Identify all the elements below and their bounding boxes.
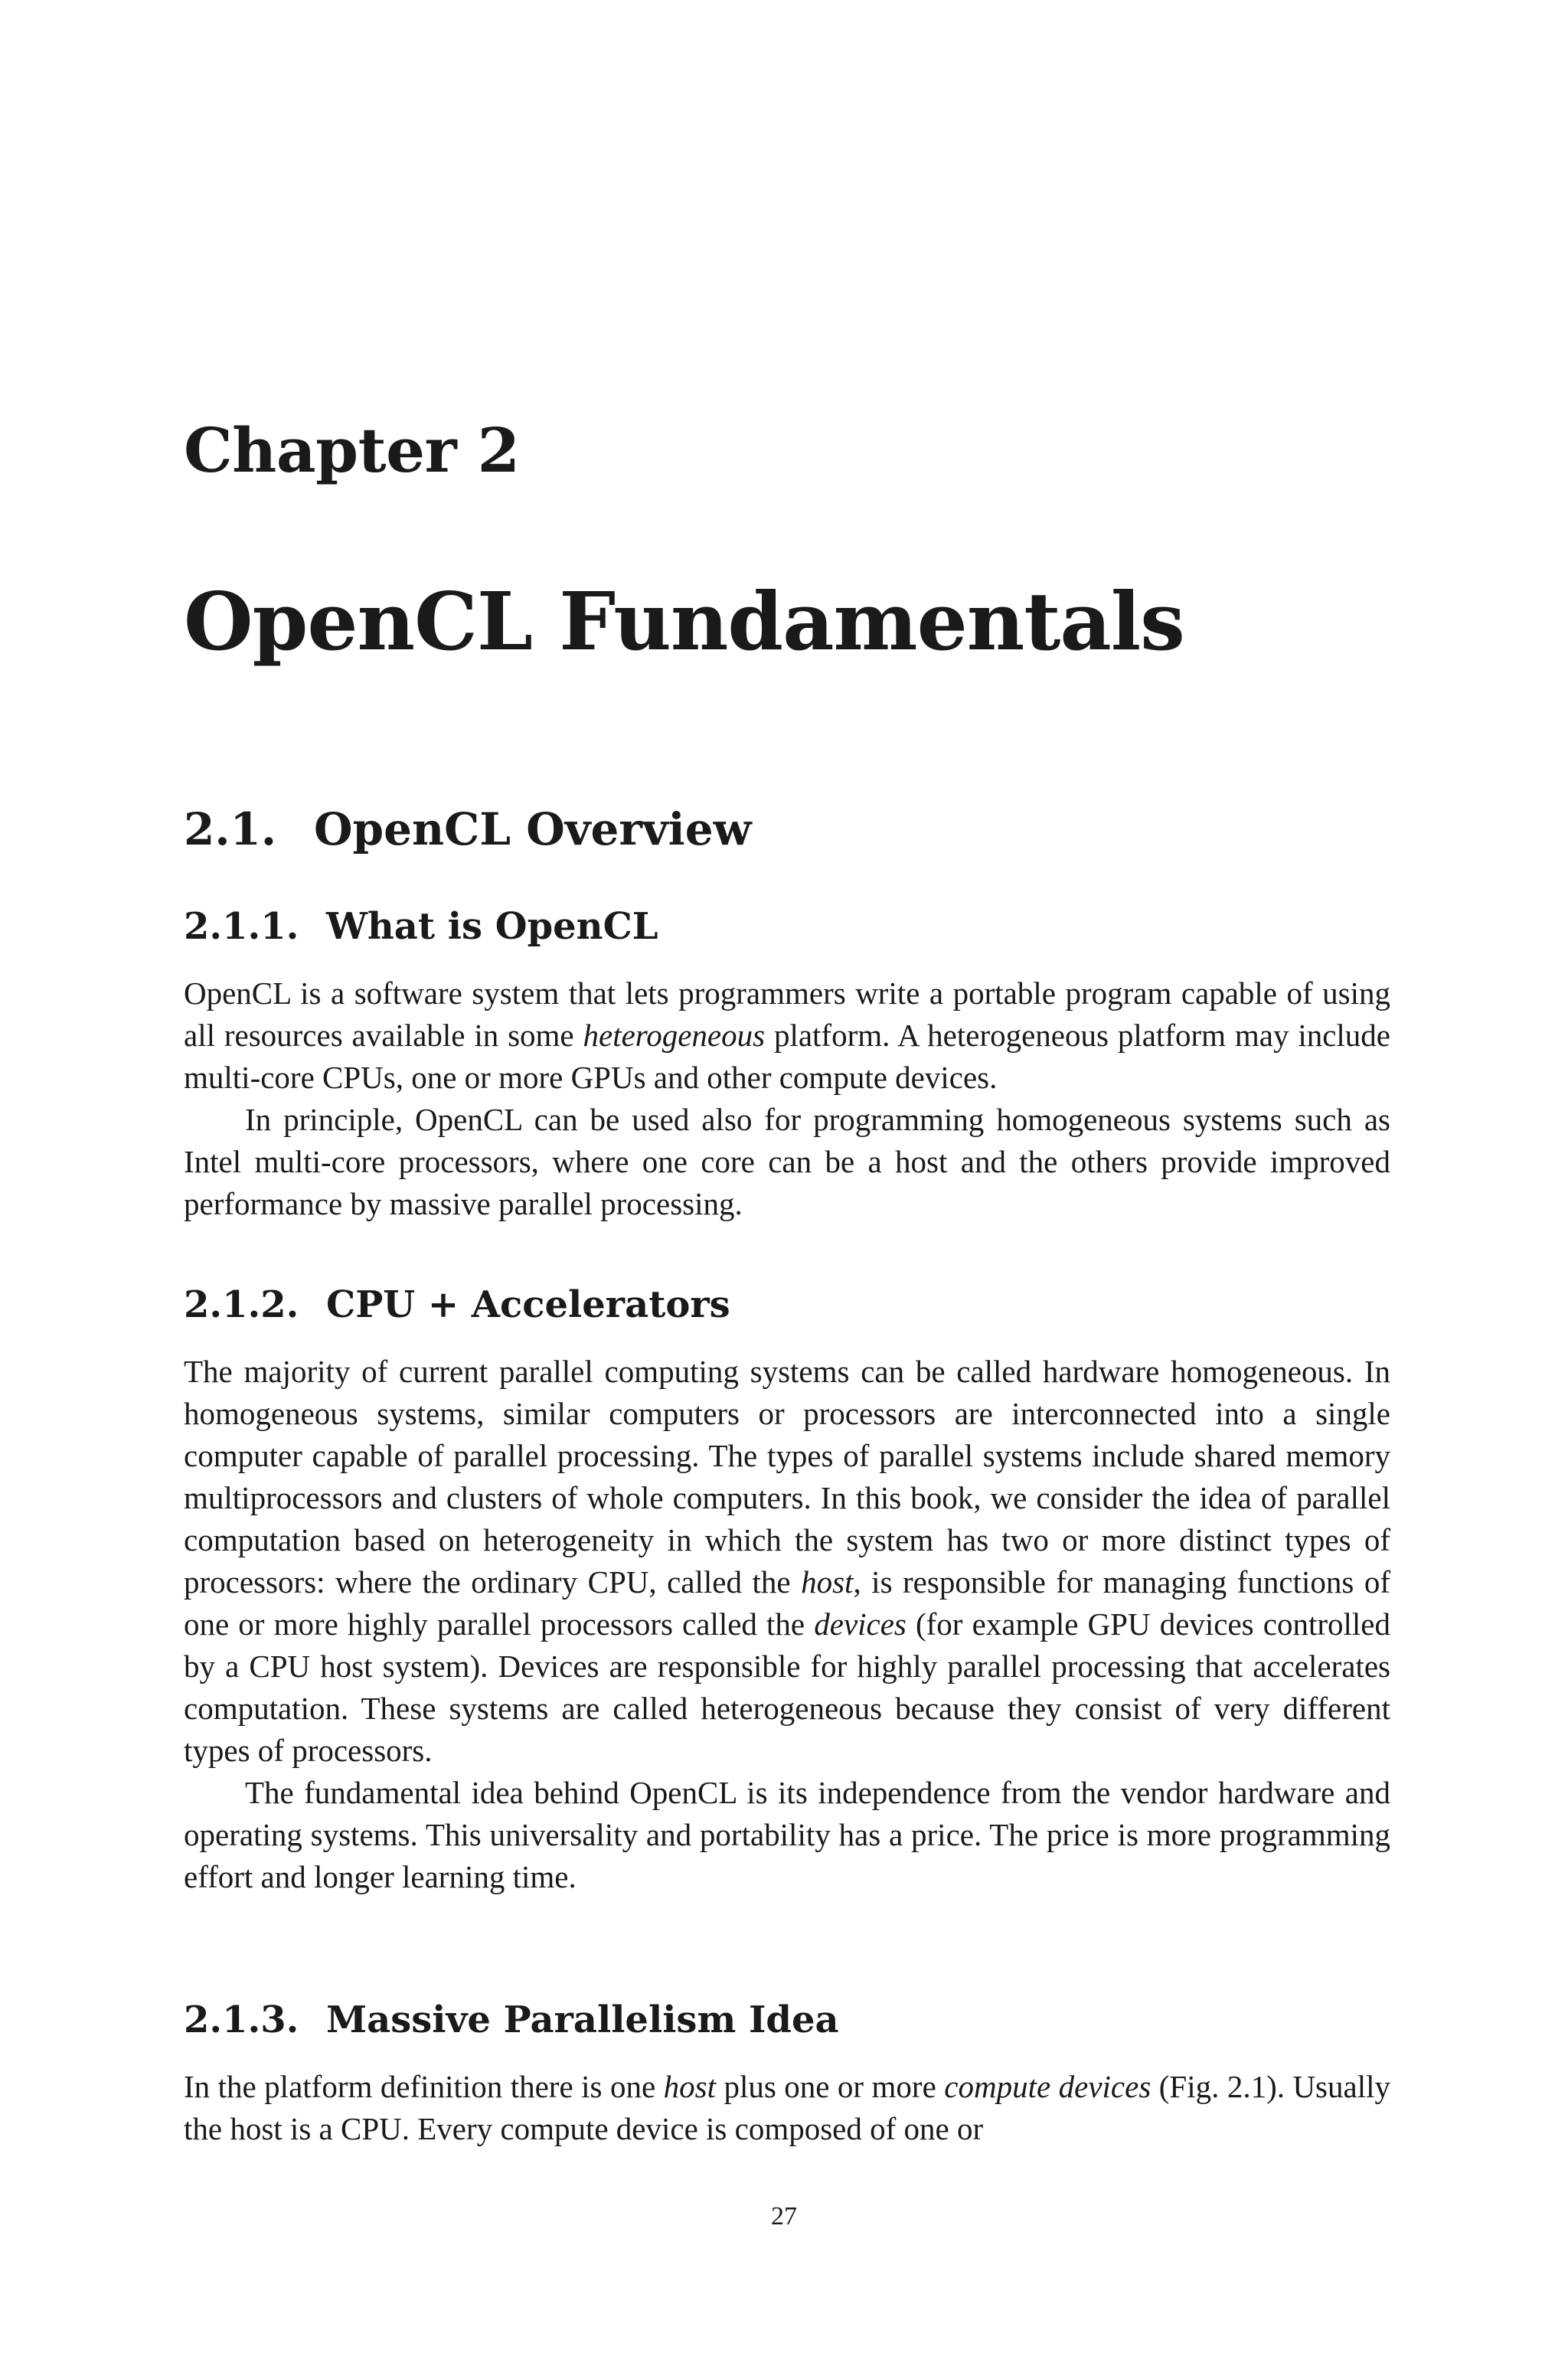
subsection-body-cpu-accelerators [184, 1351, 1390, 1898]
italic-term: host [801, 1564, 854, 1600]
text-run: plus one or more [715, 2069, 945, 2104]
subsection-heading-cpu-accelerators [184, 1283, 730, 1326]
subsection-number: 2.1.3. [184, 1998, 299, 2041]
subsection-number: 2.1.1. [184, 905, 299, 948]
subsection-heading-massive-parallelism [184, 1998, 839, 2041]
body-paragraph [184, 2066, 1390, 2150]
body-paragraph [184, 1351, 1390, 1772]
chapter-title: OpenCL Fundamentals [184, 574, 1184, 668]
subsection-title: CPU + Accelerators [326, 1283, 730, 1326]
italic-term: heterogeneous [583, 1018, 766, 1053]
subsection-body-what-is-opencl [184, 972, 1390, 1225]
italic-term: host [663, 2069, 716, 2104]
subsection-title: Massive Parallelism Idea [326, 1998, 839, 2041]
chapter-label: Chapter 2 [184, 414, 520, 486]
text-run: (for example GPU devices controlled by a CPU host system). Devices are responsible for highly parallel processing that accelerates computation. These systems are called heterogeneous because they consist of very different types of processors. [184, 1606, 1390, 1768]
body-paragraph [184, 1772, 1390, 1898]
text-run: platform. A heterogeneous platform may include multi-core CPUs, one or more GPUs and other compute devices. [184, 1018, 1390, 1095]
body-paragraph [184, 1099, 1390, 1225]
text-run: OpenCL is a software system that lets programmers write a portable program capable of using all resources available in some [184, 976, 1390, 1053]
text-run: The fundamental idea behind OpenCL is its independence from the vendor hardware and operating systems. This universality and portability has a price. The price is more programming effort and longer learning time. [184, 1775, 1390, 1894]
subsection-title: What is OpenCL [326, 905, 658, 948]
text-run: In principle, OpenCL can be used also for programming homogeneous systems such as Intel multi-core processors, where one core can be a host and the others provide improved performance by massive parallel processing. [184, 1102, 1390, 1221]
subsection-number: 2.1.2. [184, 1283, 299, 1326]
text-run: In the platform definition there is one [184, 2069, 664, 2104]
page-number: 27 [771, 2202, 797, 2230]
italic-term: devices [814, 1606, 906, 1642]
subsection-heading-what-is-opencl [184, 905, 658, 948]
text-run: (Fig. 2.1). Usually the host is a CPU. Every compute device is composed of one or [184, 2069, 1390, 2146]
section-heading [184, 803, 752, 855]
italic-term: compute devices [944, 2069, 1152, 2104]
section-title: OpenCL Overview [314, 803, 752, 855]
text-run: , is responsible for managing functions of one or more highly parallel processors called the [184, 1564, 1390, 1642]
body-paragraph [184, 972, 1390, 1099]
section-number: 2.1. [184, 803, 277, 855]
text-run: The majority of current parallel computing systems can be called hardware homogeneous. In homogeneous systems, similar computers or processors are interconnected into a single computer capable of parallel processing. The types of parallel systems include shared memory multiprocessors and clusters of whole computers. In this book, we consider the idea of parallel computation based on heterogeneity in which the system has two or more distinct types of processors: where the ordinary CPU, called the [184, 1354, 1390, 1600]
subsection-body-massive-parallelism [184, 2066, 1390, 2150]
